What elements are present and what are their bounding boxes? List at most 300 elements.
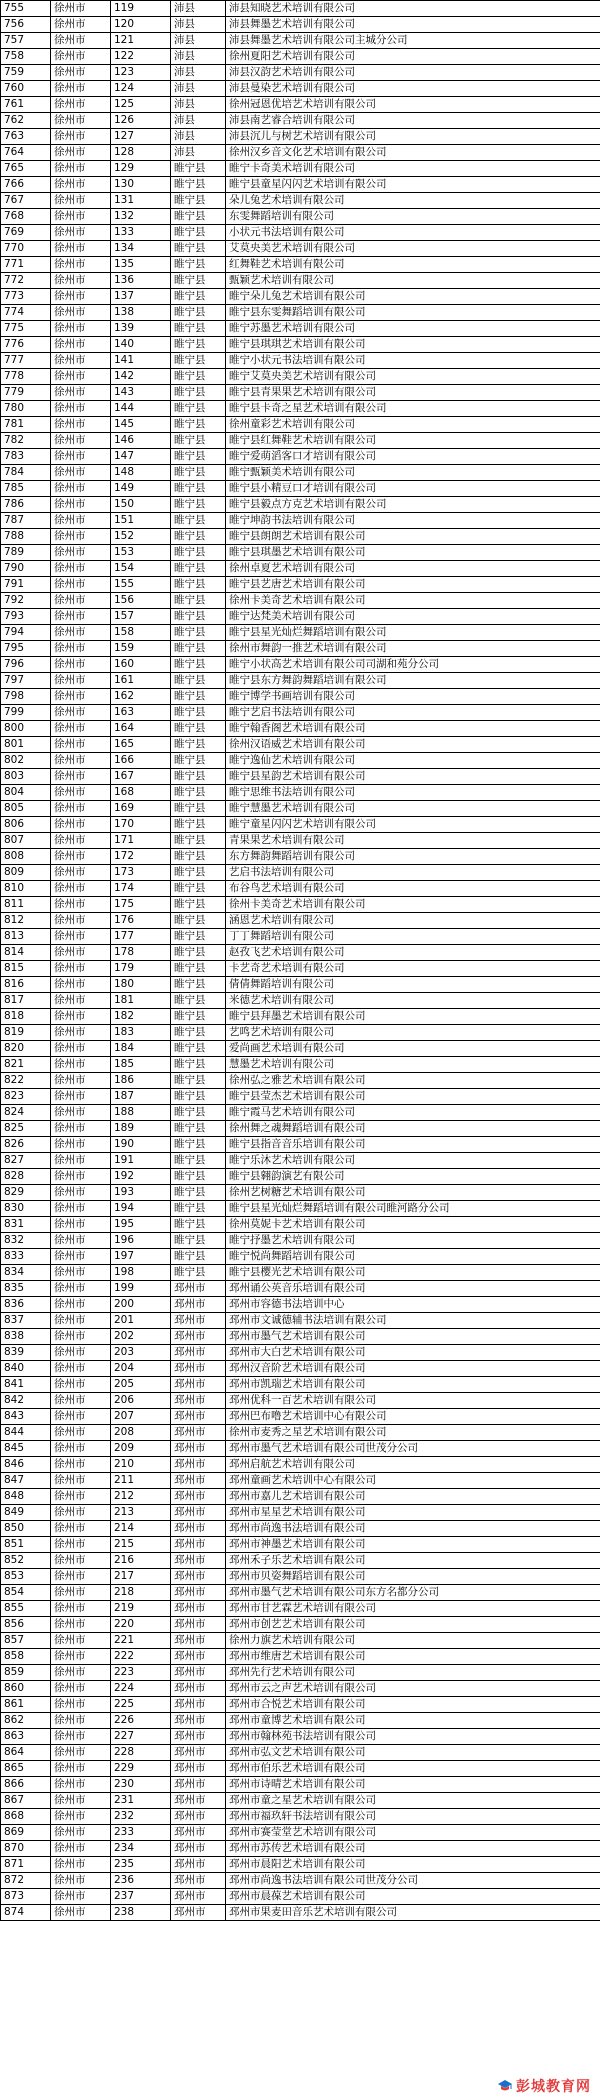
table-row [1,1265,600,1281]
county-seq-cell: 216 [111,1553,171,1569]
company-name-cell: 徐州夏阳艺术培训有限公司 [226,49,600,65]
city-cell: 徐州市 [51,1393,111,1409]
county-seq-cell: 173 [111,865,171,881]
table-row [1,1537,600,1553]
row-number-cell: 830 [1,1201,51,1217]
row-number-cell: 762 [1,113,51,129]
company-name-cell: 邳州市墨气艺术培训有限公司东方名都分公司 [226,1585,600,1601]
county-cell: 沛县 [171,33,226,49]
company-name-cell: 朵儿兔艺术培训有限公司 [226,193,600,209]
county-seq-cell: 135 [111,257,171,273]
company-name-cell: 邳州启航艺术培训有限公司 [226,1457,600,1473]
table-row [1,1169,600,1185]
city-cell: 徐州市 [51,977,111,993]
county-seq-cell: 205 [111,1377,171,1393]
table-row [1,1505,600,1521]
company-name-cell: 睢宁悦尚舞蹈培训有限公司 [226,1249,600,1265]
city-cell: 徐州市 [51,1281,111,1297]
city-cell: 徐州市 [51,321,111,337]
company-name-cell: 睢宁县童星闪闪艺术培训有限公司 [226,177,600,193]
company-name-cell: 邳州市果麦田音乐艺术培训有限公司 [226,1905,600,1921]
row-number-cell: 871 [1,1857,51,1873]
city-cell: 徐州市 [51,1825,111,1841]
city-cell: 徐州市 [51,1089,111,1105]
row-number-cell: 797 [1,673,51,689]
table-row [1,545,600,561]
row-number-cell: 776 [1,337,51,353]
county-cell: 睢宁县 [171,337,226,353]
county-seq-cell: 169 [111,801,171,817]
table-row [1,529,600,545]
county-cell: 睢宁县 [171,945,226,961]
table-row [1,1713,600,1729]
row-number-cell: 842 [1,1393,51,1409]
table-row [1,1825,600,1841]
county-seq-cell: 129 [111,161,171,177]
county-seq-cell: 183 [111,1025,171,1041]
county-seq-cell: 128 [111,145,171,161]
city-cell: 徐州市 [51,961,111,977]
county-seq-cell: 232 [111,1809,171,1825]
county-seq-cell: 154 [111,561,171,577]
company-name-cell: 邳州市童博艺术培训有限公司 [226,1713,600,1729]
row-number-cell: 758 [1,49,51,65]
county-seq-cell: 206 [111,1393,171,1409]
county-seq-cell: 149 [111,481,171,497]
table-row [1,1665,600,1681]
county-seq-cell: 161 [111,673,171,689]
county-seq-cell: 127 [111,129,171,145]
county-cell: 睢宁县 [171,1009,226,1025]
county-cell: 邳州市 [171,1905,226,1921]
row-number-cell: 817 [1,993,51,1009]
city-cell: 徐州市 [51,1873,111,1889]
county-cell: 睢宁县 [171,849,226,865]
county-cell: 睢宁县 [171,801,226,817]
city-cell: 徐州市 [51,913,111,929]
county-seq-cell: 184 [111,1041,171,1057]
city-cell: 徐州市 [51,433,111,449]
table-row [1,305,600,321]
city-cell: 徐州市 [51,113,111,129]
city-cell: 徐州市 [51,1185,111,1201]
table-row [1,897,600,913]
row-number-cell: 831 [1,1217,51,1233]
company-name-cell: 睢宁艺启书法培训有限公司 [226,705,600,721]
county-cell: 邳州市 [171,1489,226,1505]
city-cell: 徐州市 [51,369,111,385]
row-number-cell: 766 [1,177,51,193]
table-row [1,1633,600,1649]
county-seq-cell: 227 [111,1729,171,1745]
company-name-cell: 小状元书法培训有限公司 [226,225,600,241]
company-name-cell: 徐州童彩艺术培训有限公司 [226,417,600,433]
county-seq-cell: 219 [111,1601,171,1617]
table-row [1,1057,600,1073]
county-seq-cell: 155 [111,577,171,593]
county-cell: 沛县 [171,1,226,17]
city-cell: 徐州市 [51,465,111,481]
company-name-cell: 米德艺术培训有限公司 [226,993,600,1009]
row-number-cell: 801 [1,737,51,753]
company-name-cell: 邳州市贝姿舞蹈培训有限公司 [226,1569,600,1585]
row-number-cell: 767 [1,193,51,209]
table-row [1,753,600,769]
county-cell: 邳州市 [171,1697,226,1713]
row-number-cell: 848 [1,1489,51,1505]
row-number-cell: 794 [1,625,51,641]
city-cell: 徐州市 [51,625,111,641]
table-row [1,1201,600,1217]
county-cell: 睢宁县 [171,513,226,529]
company-name-cell: 邳州市甘艺霖艺术培训有限公司 [226,1601,600,1617]
table-row [1,497,600,513]
company-name-cell: 睢宁逸仙艺术培训有限公司 [226,753,600,769]
city-cell: 徐州市 [51,1633,111,1649]
table-row [1,849,600,865]
table-row [1,1569,600,1585]
city-cell: 徐州市 [51,513,111,529]
city-cell: 徐州市 [51,577,111,593]
county-cell: 睢宁县 [171,1201,226,1217]
county-seq-cell: 143 [111,385,171,401]
company-name-cell: 邳州市晨葆艺术培训有限公司 [226,1889,600,1905]
county-seq-cell: 156 [111,593,171,609]
company-name-cell: 邳州优科一百艺术培训有限公司 [226,1393,600,1409]
county-seq-cell: 237 [111,1889,171,1905]
row-number-cell: 859 [1,1665,51,1681]
city-cell: 徐州市 [51,1777,111,1793]
city-cell: 徐州市 [51,1665,111,1681]
row-number-cell: 858 [1,1649,51,1665]
row-number-cell: 782 [1,433,51,449]
city-cell: 徐州市 [51,81,111,97]
table-row [1,257,600,273]
company-name-cell: 邳州市晨阳艺术培训有限公司 [226,1857,600,1873]
row-number-cell: 869 [1,1825,51,1841]
row-number-cell: 870 [1,1841,51,1857]
row-number-cell: 771 [1,257,51,273]
company-name-cell: 睢宁甄颖美术培训有限公司 [226,465,600,481]
company-name-cell: 邳州市诗晴艺术培训有限公司 [226,1777,600,1793]
county-cell: 沛县 [171,81,226,97]
city-cell: 徐州市 [51,1857,111,1873]
row-number-cell: 790 [1,561,51,577]
city-cell: 徐州市 [51,609,111,625]
county-cell: 睢宁县 [171,369,226,385]
city-cell: 徐州市 [51,529,111,545]
row-number-cell: 837 [1,1313,51,1329]
county-seq-cell: 229 [111,1761,171,1777]
city-cell: 徐州市 [51,1553,111,1569]
table-row [1,513,600,529]
county-seq-cell: 215 [111,1537,171,1553]
row-number-cell: 768 [1,209,51,225]
table-row [1,1729,600,1745]
county-seq-cell: 136 [111,273,171,289]
county-cell: 邳州市 [171,1553,226,1569]
city-cell: 徐州市 [51,657,111,673]
county-cell: 睢宁县 [171,449,226,465]
row-number-cell: 769 [1,225,51,241]
company-name-cell: 邳州市创艺艺术培训有限公司 [226,1617,600,1633]
row-number-cell: 786 [1,497,51,513]
county-cell: 邳州市 [171,1441,226,1457]
city-cell: 徐州市 [51,1249,111,1265]
company-name-cell: 睢宁县东雯舞蹈培训有限公司 [226,305,600,321]
table-row [1,1409,600,1425]
row-number-cell: 868 [1,1809,51,1825]
row-number-cell: 757 [1,33,51,49]
city-cell: 徐州市 [51,1681,111,1697]
row-number-cell: 805 [1,801,51,817]
county-seq-cell: 165 [111,737,171,753]
city-cell: 徐州市 [51,721,111,737]
county-cell: 邳州市 [171,1297,226,1313]
company-name-cell: 邳州市苏传艺术培训有限公司 [226,1841,600,1857]
county-seq-cell: 196 [111,1233,171,1249]
county-seq-cell: 162 [111,689,171,705]
company-name-cell: 睢宁乐沐艺术培训有限公司 [226,1153,600,1169]
county-seq-cell: 193 [111,1185,171,1201]
county-cell: 睢宁县 [171,785,226,801]
company-name-cell: 邳州市墨气艺术培训有限公司 [226,1329,600,1345]
county-seq-cell: 170 [111,817,171,833]
table-row [1,145,600,161]
table-row [1,1585,600,1601]
county-seq-cell: 231 [111,1793,171,1809]
company-name-cell: 邳州市弘文艺术培训有限公司 [226,1745,600,1761]
row-number-cell: 795 [1,641,51,657]
table-row [1,1777,600,1793]
company-name-cell: 睢宁县朗朗艺术培训有限公司 [226,529,600,545]
city-cell: 徐州市 [51,1793,111,1809]
county-cell: 睢宁县 [171,241,226,257]
county-cell: 睢宁县 [171,289,226,305]
table-row [1,1425,600,1441]
county-cell: 睢宁县 [171,1121,226,1137]
company-name-cell: 徐州市麦秀之星艺术培训有限公司 [226,1425,600,1441]
row-number-cell: 761 [1,97,51,113]
county-seq-cell: 204 [111,1361,171,1377]
table-row [1,993,600,1009]
company-name-cell: 邳州市大白艺术培训有限公司 [226,1345,600,1361]
city-cell: 徐州市 [51,1761,111,1777]
row-number-cell: 775 [1,321,51,337]
county-cell: 邳州市 [171,1345,226,1361]
city-cell: 徐州市 [51,161,111,177]
company-name-cell: 邳州市凯瑞艺术培训有限公司 [226,1377,600,1393]
row-number-cell: 799 [1,705,51,721]
company-name-cell: 睢宁县樱光艺术培训有限公司 [226,1265,600,1281]
county-seq-cell: 119 [111,1,171,17]
company-name-cell: 甄颖艺术培训有限公司 [226,273,600,289]
row-number-cell: 798 [1,689,51,705]
county-cell: 睢宁县 [171,929,226,945]
city-cell: 徐州市 [51,1473,111,1489]
county-cell: 睢宁县 [171,593,226,609]
county-seq-cell: 133 [111,225,171,241]
table-row [1,369,600,385]
company-name-cell: 邳州市墨气艺术培训有限公司世茂分公司 [226,1441,600,1457]
row-number-cell: 784 [1,465,51,481]
county-cell: 睢宁县 [171,625,226,641]
county-cell: 邳州市 [171,1425,226,1441]
county-cell: 睢宁县 [171,273,226,289]
county-cell: 邳州市 [171,1521,226,1537]
city-cell: 徐州市 [51,593,111,609]
city-cell: 徐州市 [51,1137,111,1153]
company-name-cell: 邳州市尚逸书法培训有限公司世茂分公司 [226,1873,600,1889]
county-cell: 睢宁县 [171,817,226,833]
county-seq-cell: 177 [111,929,171,945]
county-cell: 邳州市 [171,1809,226,1825]
company-name-cell: 睢宁小状元书法培训有限公司 [226,353,600,369]
city-cell: 徐州市 [51,1841,111,1857]
city-cell: 徐州市 [51,1713,111,1729]
row-number-cell: 789 [1,545,51,561]
table-row [1,1281,600,1297]
row-number-cell: 826 [1,1137,51,1153]
company-name-cell: 睢宁坤韵书法培训有限公司 [226,513,600,529]
table-row [1,97,600,113]
table-row [1,1809,600,1825]
table-row [1,1089,600,1105]
row-number-cell: 812 [1,913,51,929]
county-seq-cell: 210 [111,1457,171,1473]
row-number-cell: 867 [1,1793,51,1809]
company-name-cell: 睢宁达梵美术培训有限公司 [226,609,600,625]
county-cell: 邳州市 [171,1713,226,1729]
table-row [1,81,600,97]
table-row [1,1185,600,1201]
county-seq-cell: 214 [111,1521,171,1537]
table-row [1,561,600,577]
city-cell: 徐州市 [51,481,111,497]
county-seq-cell: 187 [111,1089,171,1105]
city-cell: 徐州市 [51,1569,111,1585]
county-seq-cell: 225 [111,1697,171,1713]
company-name-cell: 慧墨艺术培训有限公司 [226,1057,600,1073]
row-number-cell: 821 [1,1057,51,1073]
city-cell: 徐州市 [51,1329,111,1345]
county-cell: 邳州市 [171,1505,226,1521]
company-name-cell: 徐州卓夏艺术培训有限公司 [226,561,600,577]
county-seq-cell: 200 [111,1297,171,1313]
city-cell: 徐州市 [51,849,111,865]
city-cell: 徐州市 [51,129,111,145]
city-cell: 徐州市 [51,209,111,225]
city-cell: 徐州市 [51,273,111,289]
row-number-cell: 802 [1,753,51,769]
company-name-cell: 睢宁县拜墨艺术培训有限公司 [226,1009,600,1025]
table-row [1,865,600,881]
county-cell: 睢宁县 [171,321,226,337]
city-cell: 徐州市 [51,1313,111,1329]
county-seq-cell: 220 [111,1617,171,1633]
table-row [1,289,600,305]
county-cell: 邳州市 [171,1761,226,1777]
company-name-cell: 邳州市赛莹堂艺术培训有限公司 [226,1825,600,1841]
county-seq-cell: 163 [111,705,171,721]
row-number-cell: 865 [1,1761,51,1777]
county-seq-cell: 158 [111,625,171,641]
county-seq-cell: 198 [111,1265,171,1281]
city-cell: 徐州市 [51,497,111,513]
city-cell: 徐州市 [51,1585,111,1601]
row-number-cell: 807 [1,833,51,849]
table-row [1,1345,600,1361]
city-cell: 徐州市 [51,1345,111,1361]
county-cell: 睢宁县 [171,641,226,657]
county-seq-cell: 145 [111,417,171,433]
county-seq-cell: 121 [111,33,171,49]
company-name-cell: 艺鸣艺术培训有限公司 [226,1025,600,1041]
city-cell: 徐州市 [51,1,111,17]
county-cell: 沛县 [171,129,226,145]
county-cell: 睢宁县 [171,737,226,753]
table-row [1,337,600,353]
county-cell: 邳州市 [171,1841,226,1857]
city-cell: 徐州市 [51,1057,111,1073]
county-seq-cell: 234 [111,1841,171,1857]
row-number-cell: 873 [1,1889,51,1905]
county-cell: 睢宁县 [171,1169,226,1185]
county-cell: 睢宁县 [171,833,226,849]
city-cell: 徐州市 [51,337,111,353]
city-cell: 徐州市 [51,1649,111,1665]
row-number-cell: 814 [1,945,51,961]
city-cell: 徐州市 [51,865,111,881]
table-row [1,785,600,801]
row-number-cell: 828 [1,1169,51,1185]
county-seq-cell: 207 [111,1409,171,1425]
county-seq-cell: 144 [111,401,171,417]
county-seq-cell: 190 [111,1137,171,1153]
company-name-cell: 爱尚画艺术培训有限公司 [226,1041,600,1057]
county-seq-cell: 124 [111,81,171,97]
city-cell: 徐州市 [51,1169,111,1185]
table-row [1,1649,600,1665]
table-row [1,1473,600,1489]
watermark-text: 彭城教育网 [516,2079,591,2095]
city-cell: 徐州市 [51,1105,111,1121]
county-cell: 睢宁县 [171,561,226,577]
table-row [1,1681,600,1697]
company-name-cell: 徐州市舞韵一推艺术培训有限公司 [226,641,600,657]
table-row [1,1121,600,1137]
county-seq-cell: 195 [111,1217,171,1233]
table-row [1,113,600,129]
row-number-cell: 860 [1,1681,51,1697]
table-row [1,433,600,449]
county-cell: 睢宁县 [171,961,226,977]
row-number-cell: 793 [1,609,51,625]
county-cell: 睢宁县 [171,993,226,1009]
county-cell: 沛县 [171,65,226,81]
city-cell: 徐州市 [51,929,111,945]
city-cell: 徐州市 [51,65,111,81]
city-cell: 徐州市 [51,1201,111,1217]
company-name-cell: 睢宁县艺唐艺术培训有限公司 [226,577,600,593]
company-name-cell: 赵孜飞艺术培训有限公司 [226,945,600,961]
table-row [1,657,600,673]
city-cell: 徐州市 [51,1441,111,1457]
row-number-cell: 760 [1,81,51,97]
city-cell: 徐州市 [51,97,111,113]
city-cell: 徐州市 [51,1809,111,1825]
row-number-cell: 863 [1,1729,51,1745]
